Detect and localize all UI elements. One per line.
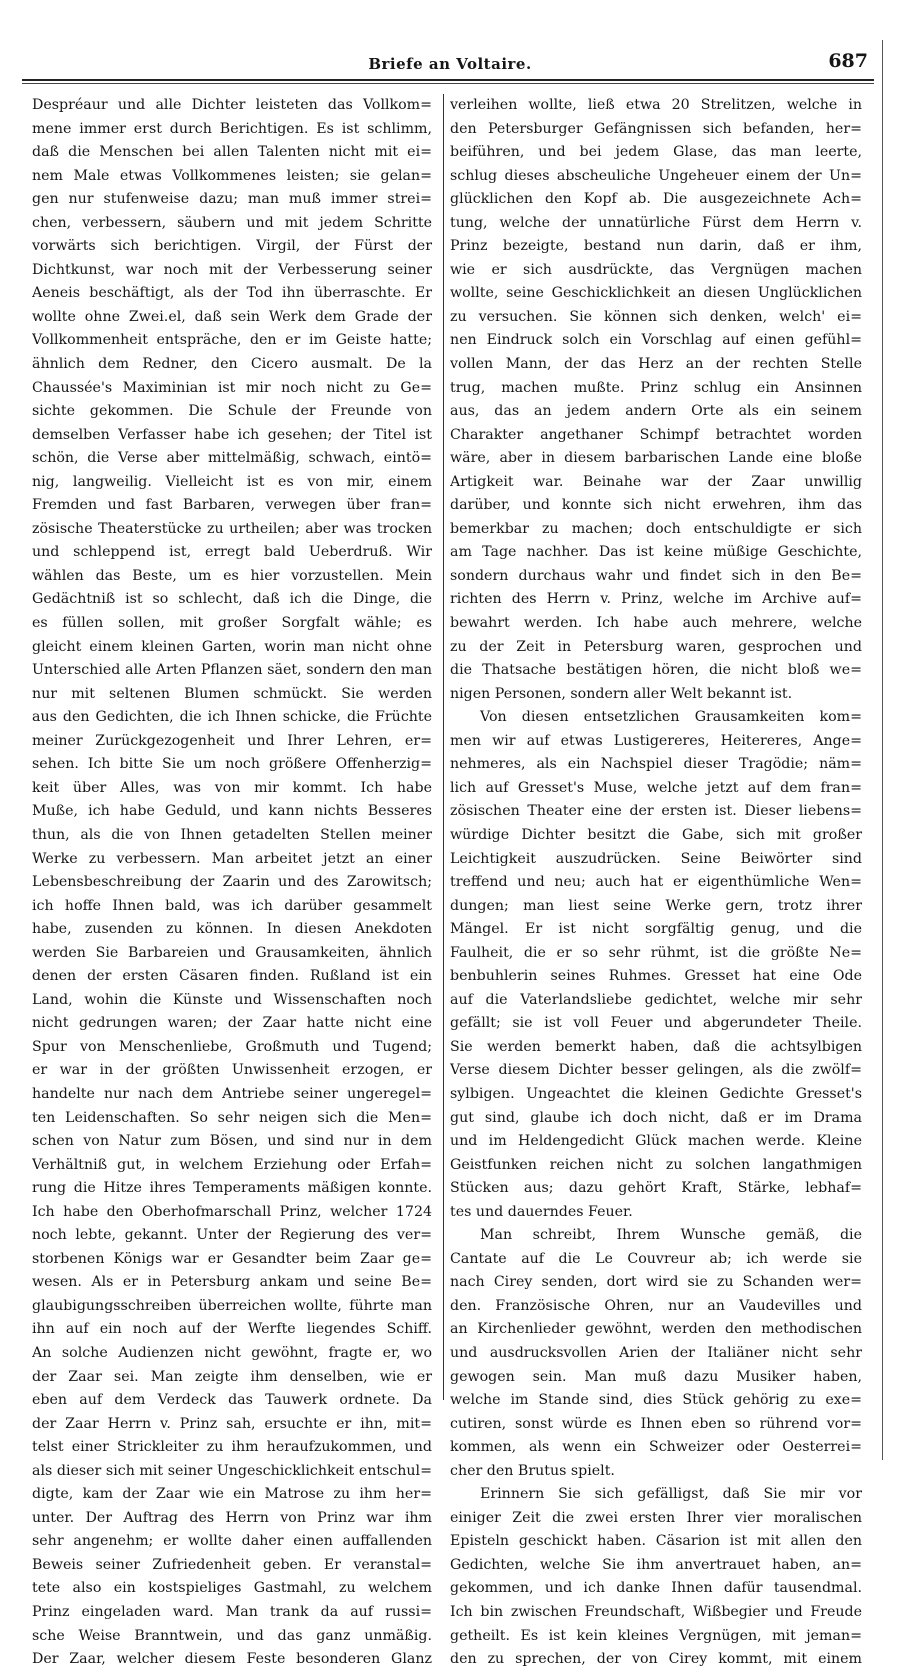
text-line: welche im Stande sind, dies Stück gehörig zu exe= xyxy=(450,1392,862,1409)
text-line: handelte nur nach dem Antriebe seiner ungeregel= xyxy=(32,1085,432,1102)
text-line: denen der ersten Cäsaren finden. Rußland ist ein xyxy=(32,968,432,985)
text-line: verleihen wollte, ließ etwa 20 Strelitzen, welche in xyxy=(450,97,862,113)
text-line: wie er sich ausdrückte, das Vergnügen machen xyxy=(450,261,862,278)
text-line: Spur von Menschenliebe, Großmuth und Tugend; xyxy=(32,1038,432,1055)
text-line: den zu sprechen, der von Cirey kommt, mit einem xyxy=(450,1651,862,1668)
text-line: Artigkeit war. Beinahe war der Zaar unwillig xyxy=(450,473,862,490)
text-line: glaubigungsschreiben überreichen wollte, führte man xyxy=(32,1297,432,1314)
text-line: thun, als die von Ihnen getadelten Stellen meiner xyxy=(32,826,432,843)
text-line: Sie werden bemerkt haben, daß die achtsylbigen xyxy=(450,1038,862,1055)
text-line: gewogen sein. Man muß dazu Musiker haben, xyxy=(450,1368,862,1385)
text-line: den. Französische Ohren, nur an Vaudevilles und xyxy=(450,1297,862,1314)
text-line: demselben Verfasser habe ich gesehen; der Titel ist xyxy=(32,426,432,443)
text-line: als dieser sich mit seiner Ungeschicklichkeit entschul= xyxy=(32,1462,432,1479)
text-line: Faulheit, die er so sehr rühmt, ist die größte Ne= xyxy=(450,944,862,961)
right-text-column xyxy=(450,94,862,1672)
text-line: keit über Alles, was von mir kommt. Ich habe xyxy=(32,779,432,796)
text-line: unter. Der Auftrag des Herrn von Prinz war ihm xyxy=(32,1509,432,1526)
text-line: vollen Mann, der das Herz an der rechten Stelle xyxy=(450,356,862,373)
text-line: nem Male etwas Vollkommenes leisten; sie gelan= xyxy=(32,167,432,184)
header-rule-thin xyxy=(22,83,874,84)
text-line: auf die Vaterlandsliebe gedichtet, welche mir sehr xyxy=(450,991,862,1008)
text-line: nen Eindruck solch ein Vorschlag auf einen gefühl= xyxy=(450,332,862,349)
text-line: beiführen, und bei jedem Glase, das man leerte, xyxy=(450,144,862,161)
text-line: der Zaar Herrn v. Prinz sah, ersuchte er ihn, mit= xyxy=(32,1415,432,1432)
text-line: gut sind, glaube ich doch nicht, daß er im Drama xyxy=(450,1109,862,1126)
text-line: darüber, und konnte sich nicht erwehren, ihm das xyxy=(450,497,862,514)
text-line: trug, machen mußte. Prinz schlug ein Ansinnen xyxy=(450,379,862,396)
text-line: werden Sie Barbareien und Grausamkeiten, ähnlich xyxy=(32,944,432,961)
text-line: gleicht einem kleinen Garten, worin man nicht ohne xyxy=(32,638,432,655)
text-line: Dichtkunst, war noch mit der Verbesserung seiner xyxy=(32,261,432,278)
text-line: mene immer erst durch Berichtigen. Es ist schlimm, xyxy=(32,120,432,137)
text-line: Land, wohin die Künste und Wissenschaften noch xyxy=(32,991,432,1008)
text-line: tung, welche der unnatürliche Fürst dem Herrn v. xyxy=(450,214,862,231)
text-line: cher den Brutus spielt. xyxy=(450,1462,615,1479)
text-line: nehmeres, als ein Nachspiel dieser Tragödie; näm= xyxy=(450,756,862,773)
text-line: Der Zaar, welcher diesem Feste besonderen Glanz xyxy=(32,1651,432,1668)
text-line: An solche Audienzen nicht gewöhnt, fragte er, wo xyxy=(32,1344,432,1361)
running-title: Briefe an Voltaire. xyxy=(368,55,532,73)
text-line: schen von Natur zum Bösen, und sind nur in dem xyxy=(32,1133,432,1150)
text-line: einiger Zeit die zwei ersten Ihrer vier moralischen xyxy=(450,1509,862,1526)
column-divider xyxy=(443,94,444,1400)
text-line: schön, die Verse aber mittelmäßig, schwach, eintö= xyxy=(32,450,432,467)
text-line: lich auf Gresset's Muse, welche jetzt auf dem fran= xyxy=(450,779,862,796)
text-line: Beweis seiner Zufriedenheit geben. Er veranstal= xyxy=(32,1556,432,1573)
text-line: sichte gekommen. Die Schule der Freunde von xyxy=(32,403,432,420)
text-line: ten Leidenschaften. So sehr neigen sich die Men= xyxy=(32,1109,432,1126)
left-text-column xyxy=(32,94,432,1672)
text-line: Gedichten, welche Sie ihm anvertrauet haben, an= xyxy=(450,1556,862,1573)
text-line: tes und dauerndes Feuer. xyxy=(450,1203,633,1220)
text-line: Fremden und fast Barbaren, verwegen über fran= xyxy=(32,497,432,514)
text-line: telst einer Strickleiter zu ihm heraufzukommen, und xyxy=(32,1439,432,1456)
page-edge-rule xyxy=(882,40,883,1460)
text-line: den Petersburger Gefängnissen sich befanden, her= xyxy=(450,120,862,137)
text-line: sche Weise Branntwein, und das ganz unmäßig. xyxy=(32,1627,432,1644)
text-line: Ich habe den Oberhofmarschall Prinz, welcher 1724 xyxy=(32,1203,432,1220)
text-line: es füllen sollen, mit großer Sorgfalt wähle; es xyxy=(32,615,432,632)
text-line: noch lebte, gekannt. Unter der Regierung des ver= xyxy=(32,1227,432,1244)
text-line: Man schreibt, Ihrem Wunsche gemäß, die xyxy=(480,1227,862,1244)
text-line: habe, zusenden zu können. In diesen Anekdoten xyxy=(32,921,432,938)
text-line: und schleppend ist, erregt bald Ueberdruß. Wir xyxy=(32,544,432,561)
text-line: ähnlich dem Redner, den Cicero ausmalt. De la xyxy=(32,356,432,373)
text-line: glücklichen den Kopf ab. Die ausgezeichnete Ach= xyxy=(450,191,862,208)
text-line: wählen das Beste, um es hier vorzustellen. Mein xyxy=(32,567,432,584)
text-line: digte, kam der Zaar wie ein Matrose zu ihm her= xyxy=(32,1486,432,1503)
text-line: Lebensbeschreibung der Zaarin und des Zarowitsch; xyxy=(32,874,432,891)
text-line: daß die Menschen bei allen Talenten nicht mit ei= xyxy=(32,144,432,161)
text-line: Verse diesem Dichter besser gelingen, als die zwölf= xyxy=(450,1062,862,1079)
text-line: bemerkbar zu machen; doch entschuldigte er sich xyxy=(450,520,862,537)
text-line: er war in der größten Unwissenheit erzogen, er xyxy=(32,1062,432,1079)
text-line: getheilt. Es ist kein kleines Vergnügen, mit jeman= xyxy=(450,1627,862,1644)
text-line: tete also ein kostspieliges Gastmahl, zu welchem xyxy=(32,1580,432,1597)
text-line: Ich bin zwischen Freundschaft, Wißbegier und Freude xyxy=(450,1604,862,1620)
text-line: Unterschied alle Arten Pflanzen säet, sondern den man xyxy=(32,662,432,679)
text-line: treffend und neu; auch hat er eigenthümliche Wen= xyxy=(450,874,862,891)
text-line: Geistfunken reichen nicht zu solchen langathmigen xyxy=(450,1156,862,1173)
text-line: wollte, seine Geschicklichkeit an diesen Unglücklichen xyxy=(450,285,862,302)
text-line: aus den Gedichten, die ich Ihnen schicke, die Früchte xyxy=(32,709,432,726)
text-line: schlug dieses abscheuliche Ungeheuer einem der Un= xyxy=(450,167,862,184)
text-line: an Kirchenlieder gewöhnt, werden den methodischen xyxy=(450,1321,862,1338)
text-line: Prinz bezeigte, bestand nun darin, daß er ihm, xyxy=(450,238,862,255)
text-line: wollte ohne Zwei.el, daß sein Werk dem Grade der xyxy=(32,308,432,325)
text-line: Despréaur und alle Dichter leisteten das Vollkom= xyxy=(32,97,432,113)
text-line: ich hoffe Ihnen bald, was ich darüber gesammelt xyxy=(32,897,432,914)
text-line: dungen; man liest seine Werke gern, trotz ihrer xyxy=(450,897,862,914)
text-line: Muße, ich habe Geduld, und kann nichts Besseres xyxy=(32,803,432,820)
text-line: Cantate auf die Le Couvreur ab; ich werde sie xyxy=(450,1250,862,1267)
text-line: richten des Herrn v. Prinz, welche im Archive auf= xyxy=(450,591,862,608)
text-line: nur mit seltenen Blumen schmückt. Sie werden xyxy=(32,685,432,702)
text-line: sylbigen. Ungeachtet die kleinen Gedichte Gresset's xyxy=(450,1085,862,1102)
text-line: Leichtigkeit auszudrücken. Seine Beiwörter sind xyxy=(450,850,862,867)
text-line: Charakter angethaner Schimpf betrachtet worden xyxy=(450,426,862,443)
text-line: meiner Zurückgezogenheit und Ihrer Lehren, er= xyxy=(32,732,432,749)
text-line: nigen Personen, sondern aller Welt bekannt ist. xyxy=(450,685,793,702)
text-line: ihn auf ein noch auf der Werfte liegendes Schiff. xyxy=(32,1321,432,1338)
text-line: chen, verbessern, säubern und mit jedem Schritte xyxy=(32,214,432,231)
text-line: Erinnern Sie sich gefälligst, daß Sie mir vor xyxy=(480,1486,862,1503)
text-line: eben auf dem Verdeck das Tauwerk ordnete. Da xyxy=(32,1392,432,1409)
text-line: storbenen Königs war er Gesandter beim Zaar ge= xyxy=(32,1250,432,1267)
text-line: Gedächtniß ist so schlecht, daß ich die Dinge, die xyxy=(32,591,432,608)
text-line: vorwärts sich berichtigen. Virgil, der Fürst der xyxy=(32,238,432,255)
text-line: rung die Hitze ihres Temperaments mäßigen konnte. xyxy=(32,1180,432,1197)
text-line: wesen. Als er in Petersburg ankam und seine Be= xyxy=(32,1274,432,1291)
text-line: Stücken aus; dazu gehört Kraft, Stärke, lebhaf= xyxy=(450,1180,862,1197)
page-number: 687 xyxy=(828,50,868,72)
text-line: nig, langweilig. Vielleicht ist es von mir, einem xyxy=(32,473,432,490)
text-line: bewahrt werden. Ich habe auch mehrere, welche xyxy=(450,615,862,632)
text-line: gekommen, und ich danke Ihnen dafür tausendmal. xyxy=(450,1580,862,1597)
text-line: Mängel. Er ist nicht sorgfältig genug, und die xyxy=(450,921,862,938)
text-line: die Thatsache bestätigen hören, die nicht bloß we= xyxy=(450,662,862,679)
text-line: men wir auf etwas Lustigereres, Heitereres, Ange= xyxy=(450,732,862,749)
text-line: gen nur stufenweise dazu; man muß immer strei= xyxy=(32,191,432,208)
text-line: Episteln geschickt haben. Cäsarion ist mit allen den xyxy=(450,1533,862,1550)
text-line: zu versuchen. Sie können sich denken, welch' ei= xyxy=(450,308,862,325)
header-rule xyxy=(22,79,874,81)
text-line: sehr angenehm; er wollte daher einen auffallenden xyxy=(32,1533,432,1550)
text-line: Aeneis beschäftigt, als der Tod ihn überraschte. Er xyxy=(32,285,432,302)
text-line: Werke zu verbessern. Man arbeitet jetzt an einer xyxy=(32,850,432,867)
text-line: Prinz eingeladen ward. Man trank da auf russi= xyxy=(32,1604,432,1620)
text-line: nicht gedrungen waren; der Zaar hatte nicht eine xyxy=(32,1015,432,1032)
text-line: sondern durchaus wahr und findet sich in den Be= xyxy=(450,567,862,584)
text-line: und ausdrucksvollen Arien der Italiäner nicht sehr xyxy=(450,1344,862,1361)
text-line: Chaussée's Maximinian ist mir noch nicht zu Ge= xyxy=(32,379,432,396)
text-line: zösische Theaterstücke zu urtheilen; aber was trocken xyxy=(32,520,432,537)
text-line: Vollkommenheit entspräche, den er im Geiste hatte; xyxy=(32,332,432,349)
text-line: Von diesen entsetzlichen Grausamkeiten kom= xyxy=(480,709,862,726)
text-line: würdige Dichter besitzt die Gabe, sich mit großer xyxy=(450,826,862,843)
text-line: cutiren, sonst würde es Ihnen eben so rührend vor= xyxy=(450,1415,862,1432)
text-line: nach Cirey senden, dort wird sie zu Schanden wer= xyxy=(450,1274,862,1291)
text-line: gefällt; sie ist voll Feuer und abgerundeter Theile. xyxy=(450,1015,862,1032)
text-line: und im Heldengedicht Glück machen werde. Kleine xyxy=(450,1133,862,1150)
text-line: wäre, aber in diesem barbarischen Lande eine bloße xyxy=(450,450,862,467)
text-line: kommen, als wenn ein Schweizer oder Oesterrei= xyxy=(450,1439,862,1456)
text-line: zu der Zeit in Petersburg waren, gesprochen und xyxy=(450,638,862,655)
text-line: benbuhlerin seines Ruhmes. Gresset hat eine Ode xyxy=(450,968,862,985)
text-line: am Tage nachher. Das ist keine müßige Geschichte, xyxy=(450,544,862,561)
text-line: aus, das an jedem andern Orte als ein seinem xyxy=(450,403,862,420)
text-line: sehen. Ich bitte Sie um noch größere Offenherzig= xyxy=(32,756,432,773)
text-line: zösischen Theater eine der ersten ist. Dieser liebens= xyxy=(450,803,862,820)
text-line: der Zaar sei. Man zeigte ihm denselben, wie er xyxy=(32,1368,432,1385)
text-line: Verhältniß gut, in welchem Erziehung oder Erfah= xyxy=(32,1156,432,1173)
